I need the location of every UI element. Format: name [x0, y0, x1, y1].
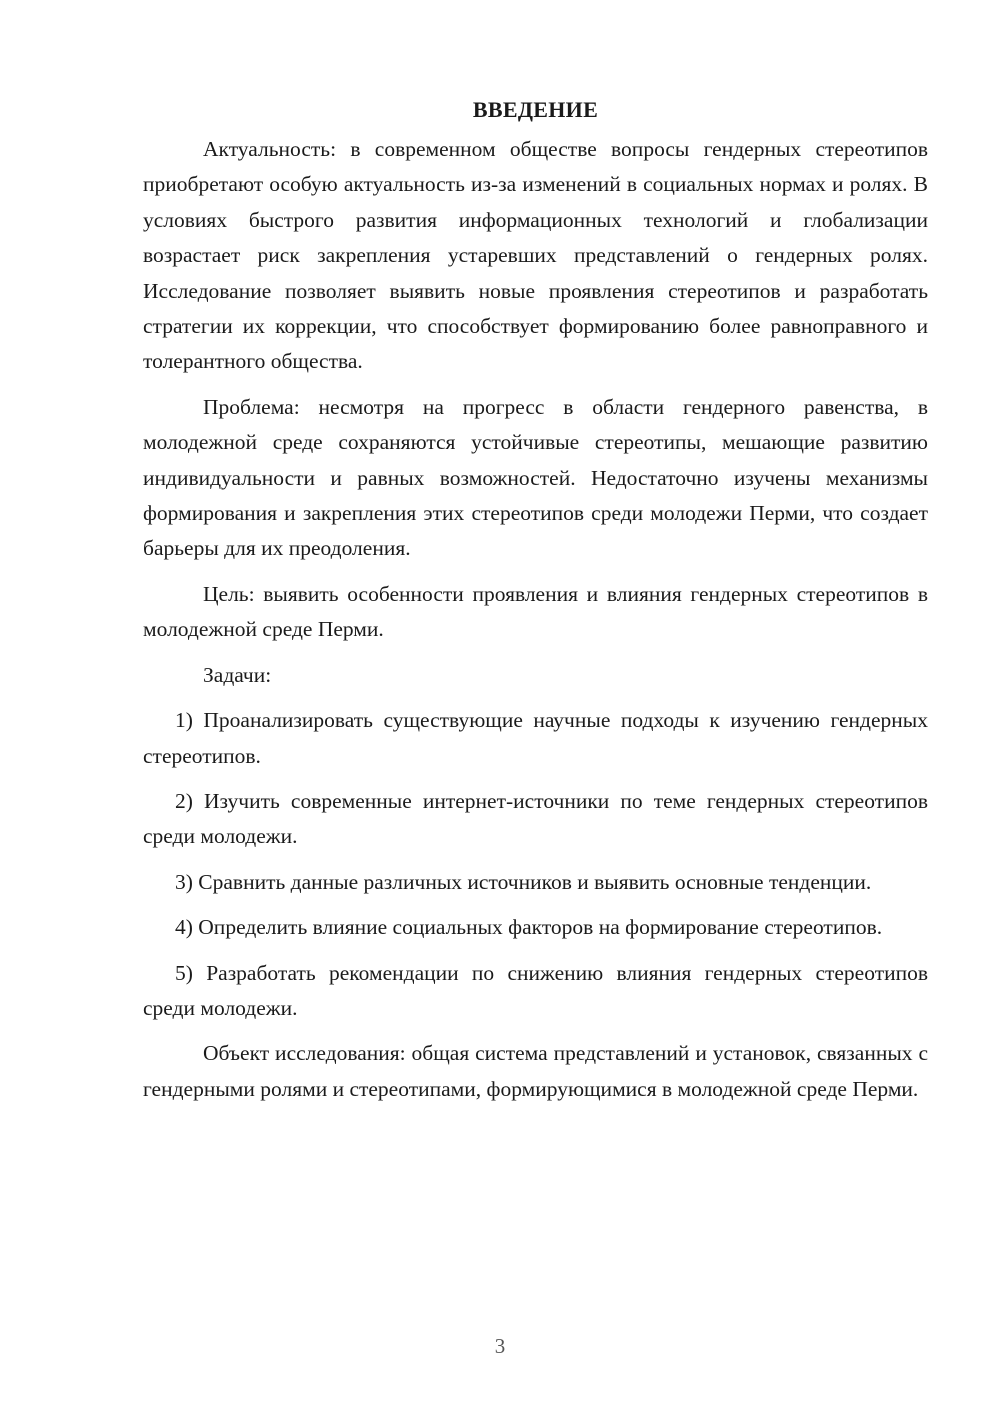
- document-page: [143, 92, 928, 1107]
- task-item-3: 3) Сравнить данные различных источников и выявить основные тенденции.: [175, 869, 872, 894]
- relevance-paragraph: Актуальность: в современном обществе вопросы гендерных стереотипов приобретают особую актуальность из-за изменений в социальных нормах и ролях. В условиях быстрого развития информационных технологий и глобализации возрастает риск закрепления устаревших представлений о гендерных ролях. Исследование позволяет выявить новые проявления стереотипов и разработать стратегии их коррекции, что способствует формированию более равноправного и толерантного общества.: [143, 137, 928, 374]
- page-number: 3: [494, 1334, 506, 1358]
- object-paragraph: Объект исследования: общая система представлений и установок, связанных с гендерными ролями и стереотипами, формирующимися в молодежной среде Перми.: [143, 1041, 928, 1101]
- tasks-heading: Задачи:: [203, 662, 272, 687]
- page-title: ВВЕДЕНИЕ: [472, 97, 599, 122]
- task-item-4: 4) Определить влияние социальных факторов на формирование стереотипов.: [175, 915, 883, 940]
- task-item-2: 2) Изучить современные интернет-источники по теме гендерных стереотипов среди молодежи.: [143, 788, 928, 849]
- problem-paragraph: Проблема: несмотря на прогресс в области гендерного равенства, в молодежной среде сохраняются устойчивые стереотипы, мешающие развитию индивидуальности и равных возможностей. Недостаточно изучены механизмы формирования и закрепления этих стереотипов среди молодежи Перми, что создает барьеры для их преодоления.: [143, 394, 928, 561]
- task-item-1: 1) Проанализировать существующие научные подходы к изучению гендерных стереотипов.: [143, 708, 928, 768]
- task-item-5: 5) Разработать рекомендации по снижению влияния гендерных стереотипов среди молодежи.: [143, 960, 928, 1020]
- goal-paragraph: Цель: выявить особенности проявления и влияния гендерных стереотипов в молодежной среде Перми.: [143, 581, 928, 642]
